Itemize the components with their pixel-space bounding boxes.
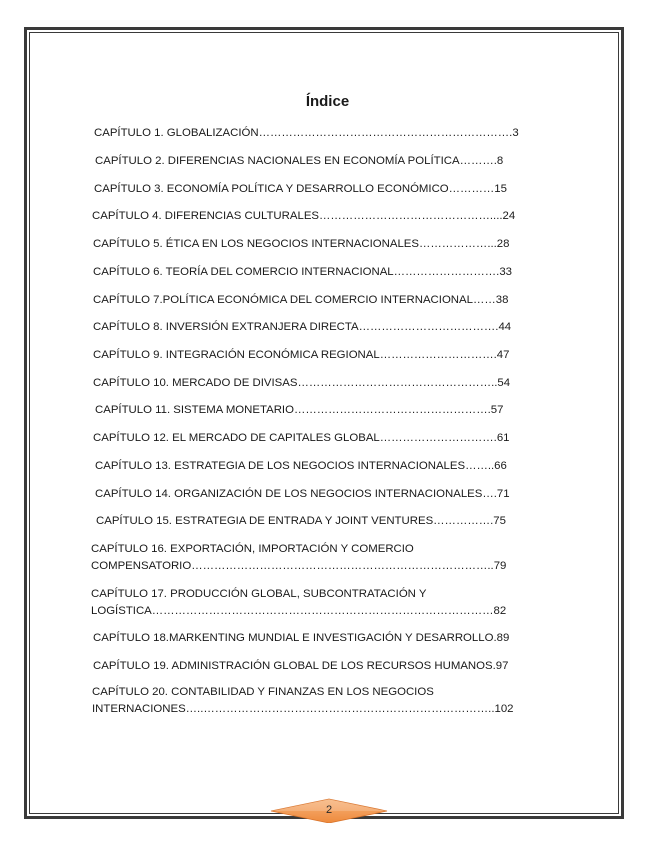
toc-entry-text-continued: COMPENSATORIO……………………………………………………………………..79: [91, 560, 507, 572]
toc-entry-10[interactable]: [93, 375, 510, 392]
toc-entry-8[interactable]: [93, 319, 511, 336]
toc-entry-text: CAPÍTULO 18.MARKENTING MUNDIAL E INVESTIGACIÓN Y DESARROLLO.89: [93, 632, 510, 644]
toc-entry-17[interactable]: [91, 586, 506, 620]
toc-entry-text-continued: LOGÍSTICA………………………………………………………………………………82: [91, 605, 507, 617]
toc-entry-text: CAPÍTULO 15. ESTRATEGIA DE ENTRADA Y JOINT VENTURES…………….75: [96, 515, 506, 527]
toc-entry-11[interactable]: [95, 402, 503, 419]
toc-entry-16[interactable]: [91, 541, 506, 575]
toc-entry-13[interactable]: [95, 458, 507, 475]
toc-entry-19[interactable]: [93, 658, 508, 675]
toc-entry-6[interactable]: [93, 264, 512, 281]
toc-entry-5[interactable]: [93, 236, 509, 253]
toc-entry-2[interactable]: [95, 153, 503, 170]
toc-entry-text: CAPÍTULO 9. INTEGRACIÓN ECONÓMICA REGIONAL………………………….47: [93, 349, 510, 361]
toc-entry-text: CAPÍTULO 11. SISTEMA MONETARIO…………………………………………….57: [95, 404, 504, 416]
toc-entry-1[interactable]: [94, 125, 519, 142]
toc-entry-text: CAPÍTULO 16. EXPORTACIÓN, IMPORTACIÓN Y COMERCIO: [91, 543, 414, 555]
toc-entry-text: CAPÍTULO 1. GLOBALIZACIÓN………………………………………………………….3: [94, 127, 519, 139]
toc-entry-text-continued: INTERNACIONES…..…………………………………………………………………..102: [92, 703, 514, 715]
toc-entry-text: CAPÍTULO 4. DIFERENCIAS CULTURALES………………………………………....24: [92, 210, 516, 222]
toc-entry-text: CAPÍTULO 6. TEORÍA DEL COMERCIO INTERNACIONAL……………………….33: [93, 266, 512, 278]
toc-entry-3[interactable]: [94, 181, 507, 198]
page-number-badge: [269, 797, 389, 823]
toc-entry-text: CAPÍTULO 8. INVERSIÓN EXTRANJERA DIRECTA……………………………….44: [93, 321, 512, 333]
toc-entry-text: CAPÍTULO 5. ÉTICA EN LOS NEGOCIOS INTERNACIONALES………………...28: [93, 238, 510, 250]
toc-entry-text: CAPÍTULO 19. ADMINISTRACIÓN GLOBAL DE LOS RECURSOS HUMANOS.97: [93, 660, 509, 672]
toc-entry-text: CAPÍTULO 10. MERCADO DE DIVISAS……………………………………………..54: [93, 377, 511, 389]
page-number: 2: [325, 804, 333, 816]
toc-entry-15[interactable]: [96, 513, 506, 530]
toc-entry-text: CAPÍTULO 17. PRODUCCIÓN GLOBAL, SUBCONTRATACIÓN Y: [91, 588, 427, 600]
toc-entry-12[interactable]: [93, 430, 510, 447]
toc-entry-text: CAPÍTULO 2. DIFERENCIAS NACIONALES EN ECONOMÍA POLÍTICA……….8: [95, 155, 504, 167]
toc-entry-text: CAPÍTULO 7.POLÍTICA ECONÓMICA DEL COMERCIO INTERNACIONAL……38: [93, 294, 509, 306]
toc-entry-14[interactable]: [95, 486, 510, 503]
toc-entry-text: CAPÍTULO 20. CONTABILIDAD Y FINANZAS EN LOS NEGOCIOS: [92, 686, 434, 698]
toc-entry-text: CAPÍTULO 14. ORGANIZACIÓN DE LOS NEGOCIOS INTERNACIONALES….71: [95, 488, 510, 500]
toc-entry-7[interactable]: [93, 292, 508, 309]
toc-entry-9[interactable]: [93, 347, 509, 364]
page-title: Índice: [305, 93, 350, 110]
toc-entry-18[interactable]: [93, 630, 509, 647]
toc-entry-4[interactable]: [92, 208, 515, 225]
toc-entry-text: CAPÍTULO 13. ESTRATEGIA DE LOS NEGOCIOS INTERNACIONALES……..66: [95, 460, 507, 472]
toc-entry-text: CAPÍTULO 12. EL MERCADO DE CAPITALES GLOBAL………………………….61: [93, 432, 510, 444]
toc-entry-text: CAPÍTULO 3. ECONOMÍA POLÍTICA Y DESARROLLO ECONÓMICO…………15: [94, 183, 507, 195]
toc-entry-20[interactable]: [92, 684, 514, 718]
